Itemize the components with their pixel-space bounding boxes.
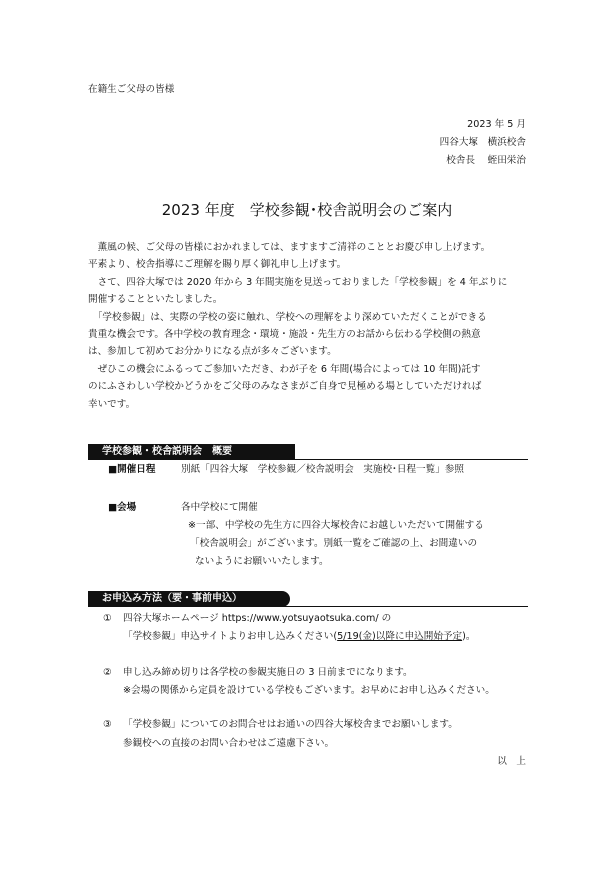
venue-label: ■会場 [108, 502, 137, 513]
intro-line: 平素より、校舎指導にご理解を賜り厚く御礼申し上げます。 [88, 259, 347, 271]
overview-divider [88, 459, 528, 460]
item1-text: 「学校参観」申込サイトよりお申し込みください( [123, 631, 338, 642]
venue-note-line: ※一部、中学校の先生方に四谷大塚校舎にお越しいただいて開催する [188, 520, 484, 531]
intro-line: 「学校参観」は、実際の学校の姿に触れ、学校への理解をより深めていただくことができる [88, 311, 487, 323]
item2-line2: ※会場の関係から定員を設けている学校もございます。お早めにお申し込みください。 [123, 685, 495, 696]
item2-number: ② [103, 667, 112, 678]
intro-line: のにふさわしい学校かどうかをご父母のみなさまがご自身で見極める場としていただければ [88, 381, 482, 393]
application-heading: お申込み方法（要・事前申込） [88, 591, 290, 607]
schedule-label: ■開催日程 [108, 464, 156, 475]
intro-line: 開催することといたしました。 [88, 294, 223, 306]
intro-line: は、参加して初めてお分かりになる点が多々ございます。 [88, 346, 337, 358]
schedule-text: 別紙「四谷大塚 学校参観／校舎説明会 実施校･日程一覧」参照 [181, 464, 465, 475]
intro-line: 貴重な機会です。各中学校の教育理念・環境・施設・先生方のお話から伝わる学校側の熱意 [88, 329, 481, 341]
intro-line: 薫風の候、ご父母の皆様におかれましては、ますますご清祥のこととお慶び申し上げます。 [88, 242, 491, 253]
item3-line1: 「学校参観」についてのお問合せはお通いの四谷大塚校舎までお願いします。 [123, 719, 458, 730]
item3-line2: 参観校への直接のお問い合わせはご遠慮下さい。 [123, 738, 335, 749]
application-start-date: 5/19(金)以降に申込開始予定 [337, 631, 463, 642]
overview-heading: 学校参観・校舎説明会 概要 [88, 444, 295, 460]
document-title: 2023 年度 学校参観･校舎説明会のご案内 [161, 201, 453, 219]
sender-school: 四谷大塚 横浜校舎 [439, 137, 526, 148]
closing: 以 上 [497, 756, 526, 767]
item2-line1: 申し込み締め切りは各学校の参観実施日の 3 日前までになります。 [123, 667, 413, 678]
item1-text-end: )。 [462, 631, 476, 642]
item1-line2 [123, 630, 475, 643]
item3-number: ③ [103, 719, 112, 730]
sender-person: 校舎長 蛭田栄治 [446, 155, 526, 166]
application-divider [88, 606, 528, 607]
item1-line1: 四谷大塚ホームページ https://www.yotsuyaotsuka.com/ の [123, 613, 392, 624]
intro-line: さて、四谷大塚では 2020 年から 3 年間実施を見送っておりました「学校参観」を 4 年ぶりに [88, 276, 508, 288]
intro-line: 幸いです。 [88, 398, 136, 410]
document-date: 2023 年 5 月 [467, 119, 526, 130]
intro-paragraphs [88, 239, 538, 413]
addressee: 在籍生ご父母の皆様 [88, 84, 175, 95]
item1-number: ① [103, 613, 112, 624]
intro-line: ぜひこの機会にふるってご参加いただき、わが子を 6 年間(場合によっては 10 年間)託す [88, 363, 481, 375]
venue-note-line: ないようにお願いいたします。 [195, 556, 329, 567]
venue-note-line: 「校舎説明会」がございます。別紙一覧をご確認の上、お間違いの [190, 538, 478, 549]
venue-text: 各中学校にて開催 [181, 502, 258, 513]
